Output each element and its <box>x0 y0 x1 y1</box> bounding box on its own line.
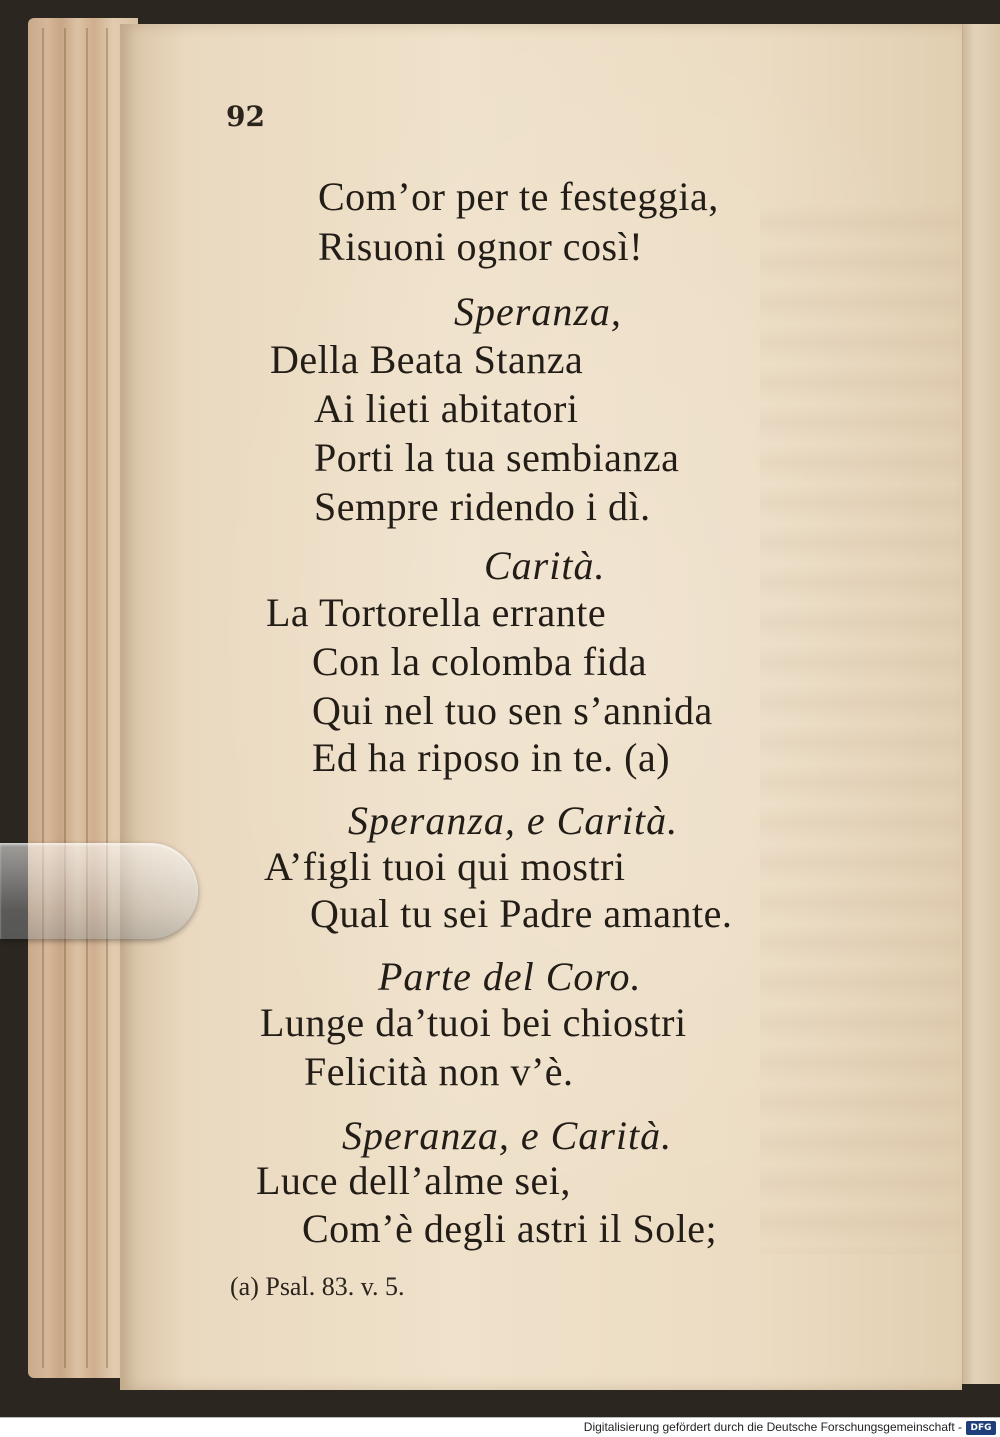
dfg-logo: DFG <box>966 1421 996 1435</box>
verse-line: Ed ha riposo in te. (a) <box>312 735 671 780</box>
speaker-heading: Speranza, e Carità. <box>348 798 679 843</box>
glass-page-holder <box>0 843 198 939</box>
verse-line: Felicità non v’è. <box>304 1049 574 1094</box>
poem-text <box>120 24 962 1390</box>
verse-line: Qual tu sei Padre amante. <box>310 891 733 936</box>
speaker-heading: Parte del Coro. <box>378 954 642 999</box>
verse-line: Com’or per te festeggia, <box>318 174 719 219</box>
verse-line: Con la colomba fida <box>312 639 647 684</box>
verse-line: Sempre ridendo i dì. <box>314 484 651 529</box>
footer-credit: Digitalisierung gefördert durch die Deutsche Forschungsgemeinschaft - <box>583 1420 962 1434</box>
verse-line: Risuoni ognor così! <box>318 224 644 269</box>
verse-line: Lunge da’tuoi bei chiostri <box>260 1000 687 1045</box>
speaker-heading: Speranza, <box>454 289 622 334</box>
speaker-heading: Speranza, e Carità. <box>342 1113 673 1158</box>
verse-line: Porti la tua sembianza <box>314 435 680 480</box>
verse-line: A’figli tuoi qui mostri <box>264 844 626 889</box>
verse-line: Ai lieti abitatori <box>314 386 579 431</box>
verse-line: La Tortorella errante <box>266 590 607 635</box>
digitization-footer <box>0 1417 1000 1437</box>
verse-line: Qui nel tuo sen s’annida <box>312 688 713 733</box>
page-number: 92 <box>226 100 265 133</box>
verse-line: Luce dell’alme sei, <box>256 1158 571 1203</box>
verse-line: Della Beata Stanza <box>270 337 584 382</box>
book-page <box>120 24 962 1390</box>
speaker-heading: Carità. <box>484 543 606 588</box>
footnote: (a) Psal. 83. v. 5. <box>230 1272 405 1301</box>
next-page-edge <box>958 24 1000 1384</box>
verse-line: Com’è degli astri il Sole; <box>302 1206 718 1251</box>
